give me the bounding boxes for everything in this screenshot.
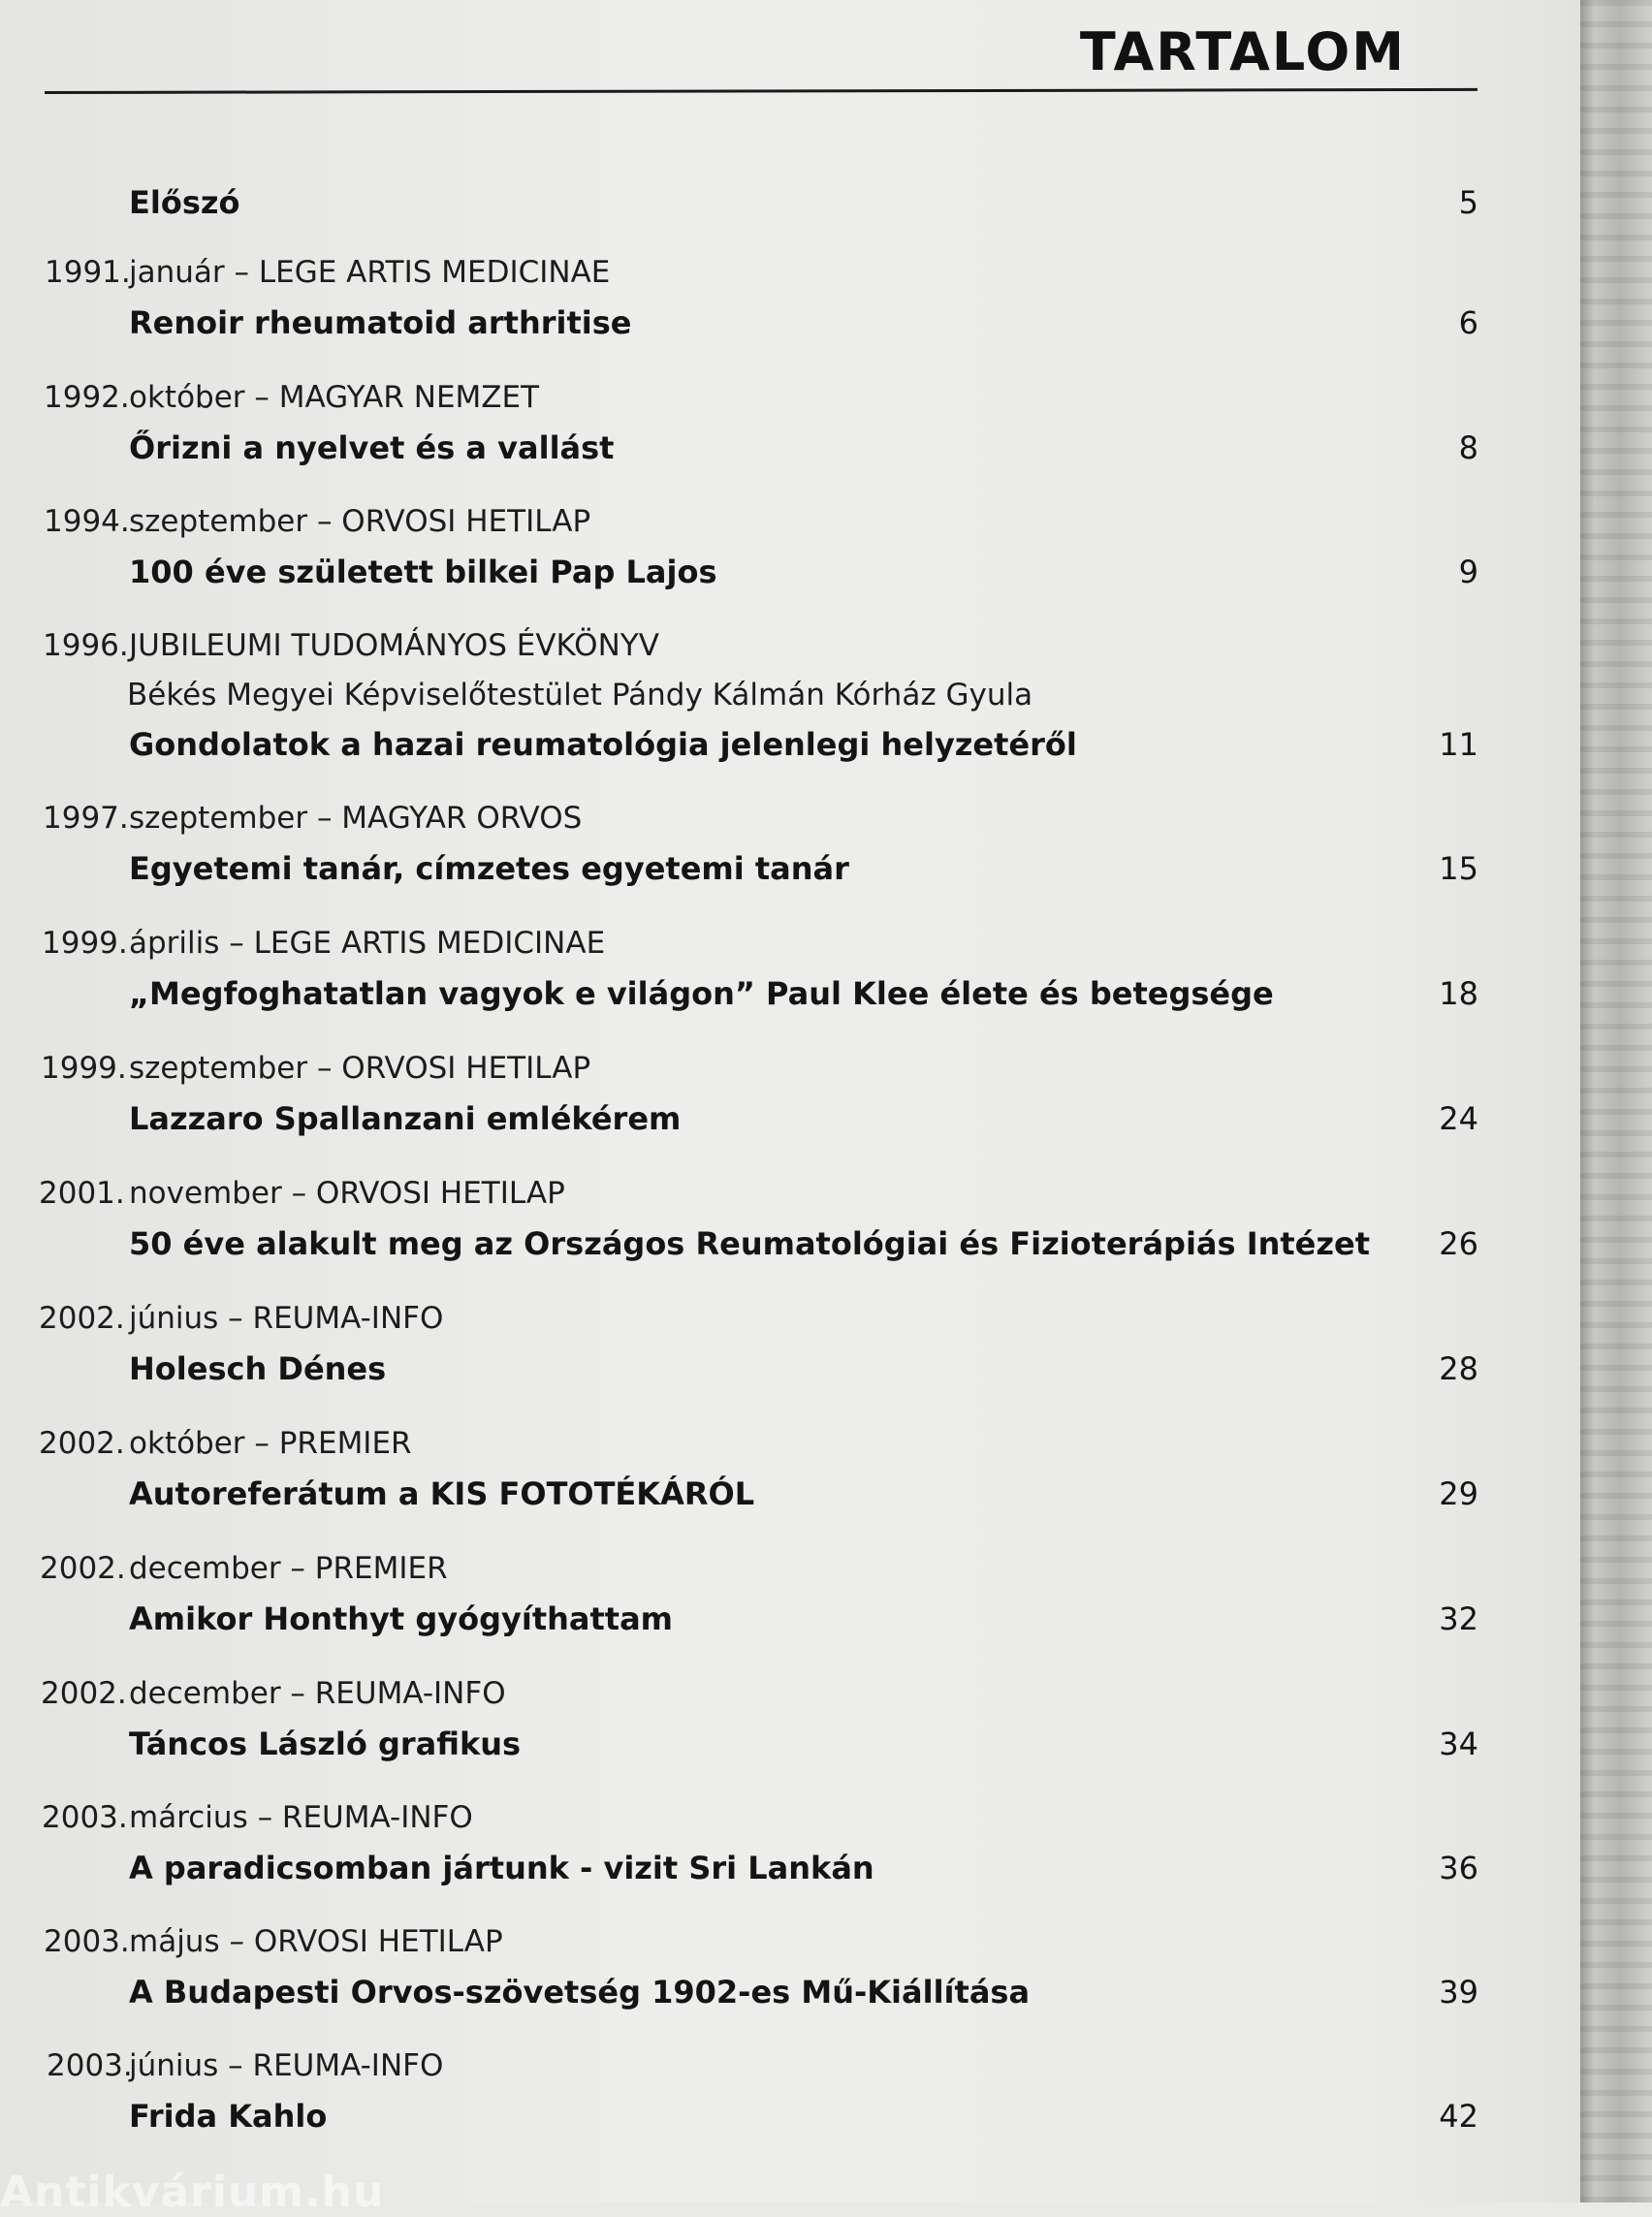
entry-year: 1996. — [43, 628, 129, 663]
entry-page-number: 26 — [1439, 1225, 1478, 1262]
entry-year: 2002. — [39, 1301, 125, 1336]
entry-title: Előszó — [129, 184, 240, 221]
entry-page-number: 24 — [1439, 1100, 1478, 1137]
entry-source: szeptember – ORVOSI HETILAP — [129, 1051, 591, 1086]
entry-title: Amikor Honthyt gyógyíthattam — [129, 1600, 674, 1637]
entry-title: 50 éve alakult meg az Országos Reumatológiai és Fizioterápiás Intézet — [129, 1225, 1370, 1262]
entry-source: december – REUMA-INFO — [129, 1676, 506, 1711]
entry-source: október – PREMIER — [129, 1426, 412, 1461]
entry-year: 2003. — [47, 2048, 133, 2083]
entry-title: Lazzaro Spallanzani emlékérem — [129, 1100, 682, 1137]
entry-source: november – ORVOSI HETILAP — [129, 1176, 565, 1211]
entry-page-number: 34 — [1439, 1726, 1478, 1762]
entry-year: 2002. — [41, 1676, 127, 1711]
entry-year: 1991. — [45, 255, 131, 290]
entry-page-number: 28 — [1439, 1350, 1478, 1387]
entry-source: január – LEGE ARTIS MEDICINAE — [129, 255, 611, 290]
entry-page-number: 8 — [1458, 429, 1478, 466]
entry-source: szeptember – MAGYAR ORVOS — [129, 801, 583, 836]
entry-page-number: 11 — [1439, 726, 1478, 763]
entry-page-number: 15 — [1439, 850, 1478, 887]
entry-source: június – REUMA-INFO — [129, 1301, 444, 1336]
entry-title: Őrizni a nyelvet és a vallást — [129, 429, 615, 466]
entry-title: Gondolatok a hazai reumatológia jelenlegi helyzetéről — [129, 726, 1077, 763]
entry-title: Holesch Dénes — [129, 1350, 387, 1387]
entry-title: A paradicsomban jártunk - vizit Sri Lankán — [129, 1850, 874, 1886]
entry-title: Táncos László grafikus — [129, 1726, 522, 1762]
entry-year: 1994. — [44, 504, 130, 539]
entry-title: Egyetemi tanár, címzetes egyetemi tanár — [129, 850, 849, 887]
entry-year: 1992. — [44, 380, 130, 415]
entry-page-number: 9 — [1458, 554, 1478, 590]
entry-title: „Megfoghatatlan vagyok e világon” Paul Klee élete és betegsége — [129, 975, 1274, 1012]
entry-page-number: 18 — [1439, 975, 1478, 1012]
entry-source: április – LEGE ARTIS MEDICINAE — [129, 926, 606, 961]
entry-title: 100 éve született bilkei Pap Lajos — [129, 554, 717, 590]
entry-source: JUBILEUMI TUDOMÁNYOS ÉVKÖNYV — [129, 628, 659, 663]
entry-title: Renoir rheumatoid arthritise — [129, 304, 632, 341]
entry-page-number: 6 — [1458, 304, 1478, 341]
entry-year: 1997. — [43, 801, 129, 836]
entry-year: 2002. — [40, 1551, 126, 1586]
watermark: Antikvárium.hu — [0, 2168, 385, 2217]
entry-title: A Budapesti Orvos-szövetség 1902-es Mű-Kiállítása — [129, 1974, 1031, 2011]
entry-year: 2003. — [44, 1924, 130, 1959]
entry-source: június – REUMA-INFO — [129, 2048, 444, 2083]
book-spine-edge — [1580, 0, 1652, 2202]
entry-page-number: 5 — [1458, 184, 1478, 221]
entry-title: Frida Kahlo — [129, 2098, 328, 2135]
entry-page-number: 39 — [1439, 1974, 1478, 2011]
entry-year: 2003. — [42, 1800, 128, 1835]
entry-title: Autoreferátum a KIS FOTOTÉKÁRÓL — [129, 1475, 755, 1512]
entry-page-number: 29 — [1439, 1475, 1478, 1512]
entry-source: szeptember – ORVOSI HETILAP — [129, 504, 591, 539]
entry-year: 2002. — [39, 1426, 125, 1461]
entry-source: május – ORVOSI HETILAP — [129, 1924, 503, 1959]
entry-source: október – MAGYAR NEMZET — [129, 380, 540, 415]
entry-source: december – PREMIER — [129, 1551, 448, 1586]
entry-page-number: 32 — [1439, 1600, 1478, 1637]
entry-year: 1999. — [41, 1051, 127, 1086]
entry-year: 2001. — [39, 1176, 125, 1211]
page-title: TARTALOM — [1079, 21, 1406, 82]
entry-page-number: 36 — [1439, 1850, 1478, 1886]
entry-publisher: Békés Megyei Képviselőtestület Pándy Kálmán Kórház Gyula — [127, 678, 1033, 713]
title-rule — [45, 88, 1477, 94]
entry-source: március – REUMA-INFO — [129, 1800, 473, 1835]
entry-year: 1999. — [42, 926, 128, 961]
entry-page-number: 42 — [1439, 2098, 1478, 2135]
